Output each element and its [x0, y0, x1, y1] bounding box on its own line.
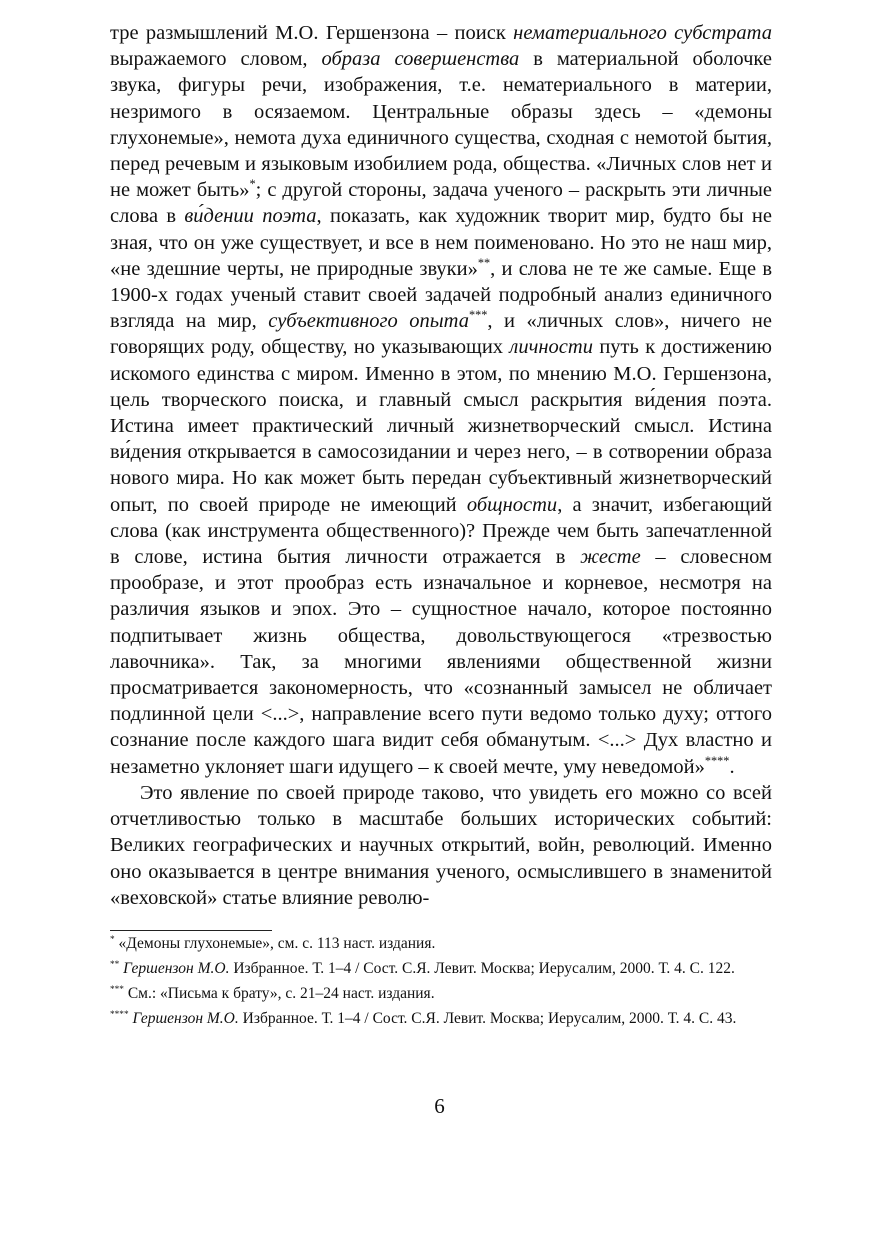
italic-text: Гершензон М.О. — [132, 1010, 239, 1027]
text-run: Это явление по своей природе таково, что увидеть его можно со всей отчетливостью только в масштабе больших исторических событий: Великих географических и научных открытий, войн, революций. Именно оно оказывается в центре внимания ученого, осмыслившего в знаменитой «веховской» статье влияние револю- — [110, 781, 772, 909]
italic-text: нематериального субстрата — [513, 22, 772, 44]
text-run: . — [729, 755, 735, 778]
text-run: , и слова не те же самые. Еще в 1900-х годах ученый ставит своей задачей подробный анализ единичного взгляда на мир, — [110, 257, 772, 333]
text-run: выражаемого словом, — [110, 48, 322, 71]
footnote-mark: *** — [468, 308, 488, 323]
page-number: 6 — [434, 1094, 445, 1118]
italic-text: ви́дении поэта — [184, 205, 317, 228]
footnote-mark: *** — [110, 984, 124, 995]
footnote-mark: **** — [110, 1009, 129, 1020]
text-run: ; с другой стороны, задача ученого – раскрыть эти личные слова в — [110, 179, 772, 228]
text-run: «Демоны глухонемые», см. с. 113 наст. издания. — [114, 935, 436, 952]
text-run: , и «личных слов», ничего не говорящих роду, обществу, но указывающих — [110, 310, 772, 359]
footnotes — [110, 934, 772, 1034]
italic-text: общности — [466, 493, 558, 516]
italic-text: личности — [509, 336, 593, 359]
footnote — [110, 934, 772, 953]
footnote-mark: ** — [477, 256, 491, 270]
footnote-divider — [110, 930, 272, 931]
italic-text: жесте — [580, 546, 641, 569]
text-run: – словесном прообразе, и этот прообраз есть изначальное и корневое, несмотря на различия языков и эпох. Это – сущностное начало, которое постоянно подпитывает жизнь общества, довольствующегося «трезвостью лавочника». Так, за многими явлениями общественной жизни просматривается закономерность, что «сознанный замысел не обличает подлинной цели <...>, направление всего пути ведомо только духу; оттого сознание после каждого шага видит себя обманутым. <...> Дух властно и незаметно уклоняет шаги идущего – к своей мечте, уму неведомой» — [110, 546, 772, 778]
italic-text: образа совершенства — [321, 48, 520, 71]
text-run: тре размышлений М.О. Гершензона – поиск — [110, 22, 514, 44]
footnote-mark: ** — [110, 959, 120, 970]
italic-text: Гершензон М.О. — [123, 960, 230, 977]
footnote-mark: **** — [704, 753, 730, 768]
main-text — [110, 20, 772, 911]
text-run: См.: «Письма к брату», с. 21–24 наст. издания. — [123, 985, 435, 1002]
footnote — [110, 1009, 772, 1028]
text-run: путь к достижению искомого единства с миром. Именно в этом, по мнению М.О. Гершензона, цель творческого поиска, и главный смысл раскрытия ви́дения поэта. Истина имеет практический личный жизнетворческий смысл. Истина ви́дения открывается в самосозидании и через него, – в сотворении образа нового мира. Но как может быть передан субъективный жизнетворческий опыт, по своей природе не имеющий — [110, 336, 772, 516]
footnote — [110, 984, 772, 1003]
text-run: Избранное. Т. 1–4 / Сост. С.Я. Левит. Москва; Иерусалим, 2000. Т. 4. С. 43. — [238, 1010, 737, 1027]
footnote-mark: * — [110, 934, 115, 945]
text-run: , а значит, избегающий слова (как инструмента общественного)? Прежде чем быть запечатленной в слове, истина бытия личности отражается в — [110, 493, 772, 569]
paragraph — [110, 780, 772, 911]
footnote — [110, 959, 772, 978]
italic-text: субъективного опыта — [268, 310, 469, 333]
paragraph — [110, 20, 772, 780]
text-run: Избранное. Т. 1–4 / Сост. С.Я. Левит. Москва; Иерусалим, 2000. Т. 4. С. 122. — [229, 960, 735, 977]
text-run: , показать, как художник творит мир, будто бы не зная, что он уже существует, и все в нем поименовано. Но это не наш мир, «не здешние черты, не природные звуки» — [110, 205, 772, 280]
footnote-mark: * — [249, 177, 256, 192]
text-run: в материальной оболочке звука, фигуры речи, изображения, т.е. нематериального в материи, незримого в осязаемом. Центральные образы здесь – «демоны глухонемые», немота духа единичного существа, сходная с немотой бытия, перед речевым и языковым изобилием рода, общества. «Личных слов нет и не может быть» — [110, 48, 772, 202]
